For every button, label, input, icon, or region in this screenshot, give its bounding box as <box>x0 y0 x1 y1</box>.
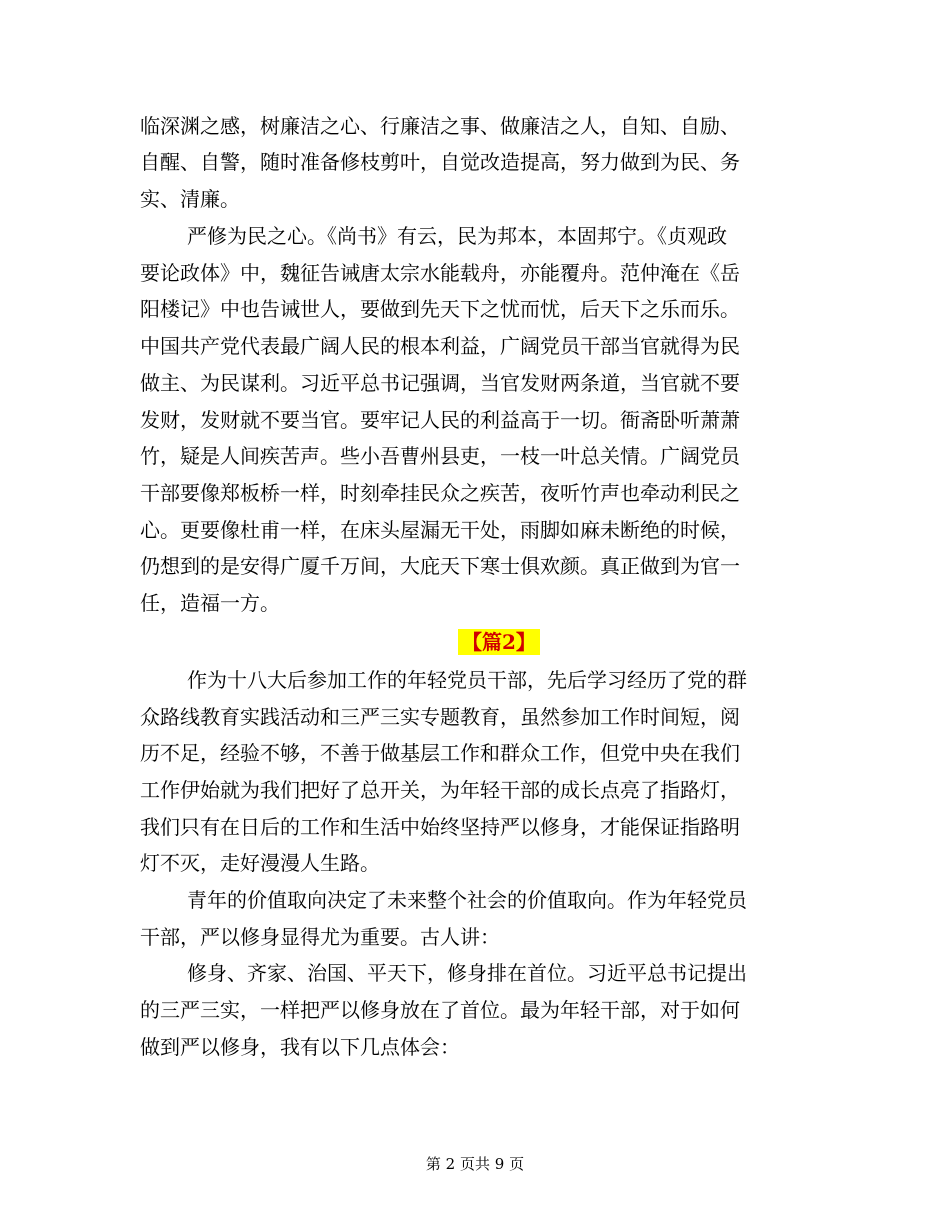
section-heading: 【篇2】 <box>458 629 540 655</box>
text-line: 我们只有在日后的工作和生活中始终坚持严以修身，才能保证指路明 <box>140 815 740 839</box>
text-line: 做主、为民谋利。习近平总书记强调，当官发财两条道，当官就不要 <box>140 371 740 395</box>
text-line: 作为十八大后参加工作的年轻党员干部，先后学习经历了党的群 <box>187 668 747 692</box>
text-line: 众路线教育实践活动和三严三实专题教育，虽然参加工作时间短，阅 <box>140 705 740 729</box>
text-line: 青年的价值取向决定了未来整个社会的价值取向。作为年轻党员 <box>187 888 747 912</box>
text-line: 干部要像郑板桥一样，时刻牵挂民众之疾苦，夜听竹声也牵动利民之 <box>140 481 740 505</box>
text-line: 中国共产党代表最广阔人民的根本利益，广阔党员干部当官就得为民 <box>140 334 740 358</box>
text-line: 竹，疑是人间疾苦声。些小吾曹州县吏，一枝一叶总关情。广阔党员 <box>140 444 740 468</box>
text-line: 临深渊之感，树廉洁之心、行廉洁之事、做廉洁之人，自知、自励、 <box>140 114 740 138</box>
text-line: 历不足，经验不够，不善于做基层工作和群众工作，但党中央在我们 <box>140 741 740 765</box>
text-line: 严修为民之心。《尚书》有云，民为邦本，本固邦宁。《贞观政 <box>187 224 727 248</box>
text-line: 仍想到的是安得广厦千万间，大庇天下寒士俱欢颜。真正做到为官一 <box>140 554 740 578</box>
text-line: 灯不灭，走好漫漫人生路。 <box>140 851 380 875</box>
text-line: 修身、齐家、治国、平天下，修身排在首位。习近平总书记提出 <box>187 961 747 985</box>
text-line: 要论政体》中，魏征告诫唐太宗水能载舟，亦能覆舟。范仲淹在《岳 <box>140 261 740 285</box>
text-line: 实、清廉。 <box>140 187 240 211</box>
text-line: 任，造福一方。 <box>140 591 280 615</box>
text-line: 做到严以修身，我有以下几点体会： <box>140 1035 460 1059</box>
text-line: 阳楼记》中也告诫世人，要做到先天下之忧而忧，后天下之乐而乐。 <box>140 297 740 321</box>
text-line: 心。更要像杜甫一样，在床头屋漏无干处，雨脚如麻未断绝的时候， <box>140 518 740 542</box>
text-line: 发财，发财就不要当官。要牢记人民的利益高于一切。衙斋卧听萧萧 <box>140 408 740 432</box>
text-line: 工作伊始就为我们把好了总开关，为年轻干部的成长点亮了指路灯， <box>140 778 740 802</box>
text-line: 干部，严以修身显得尤为重要。古人讲： <box>140 925 500 949</box>
text-line: 自醒、自警，随时准备修枝剪叶，自觉改造提高，努力做到为民、务 <box>140 150 740 174</box>
page-number-footer: 第 2 页共 9 页 <box>425 1155 525 1173</box>
text-line: 的三严三实，一样把严以修身放在了首位。最为年轻干部，对于如何 <box>140 998 740 1022</box>
